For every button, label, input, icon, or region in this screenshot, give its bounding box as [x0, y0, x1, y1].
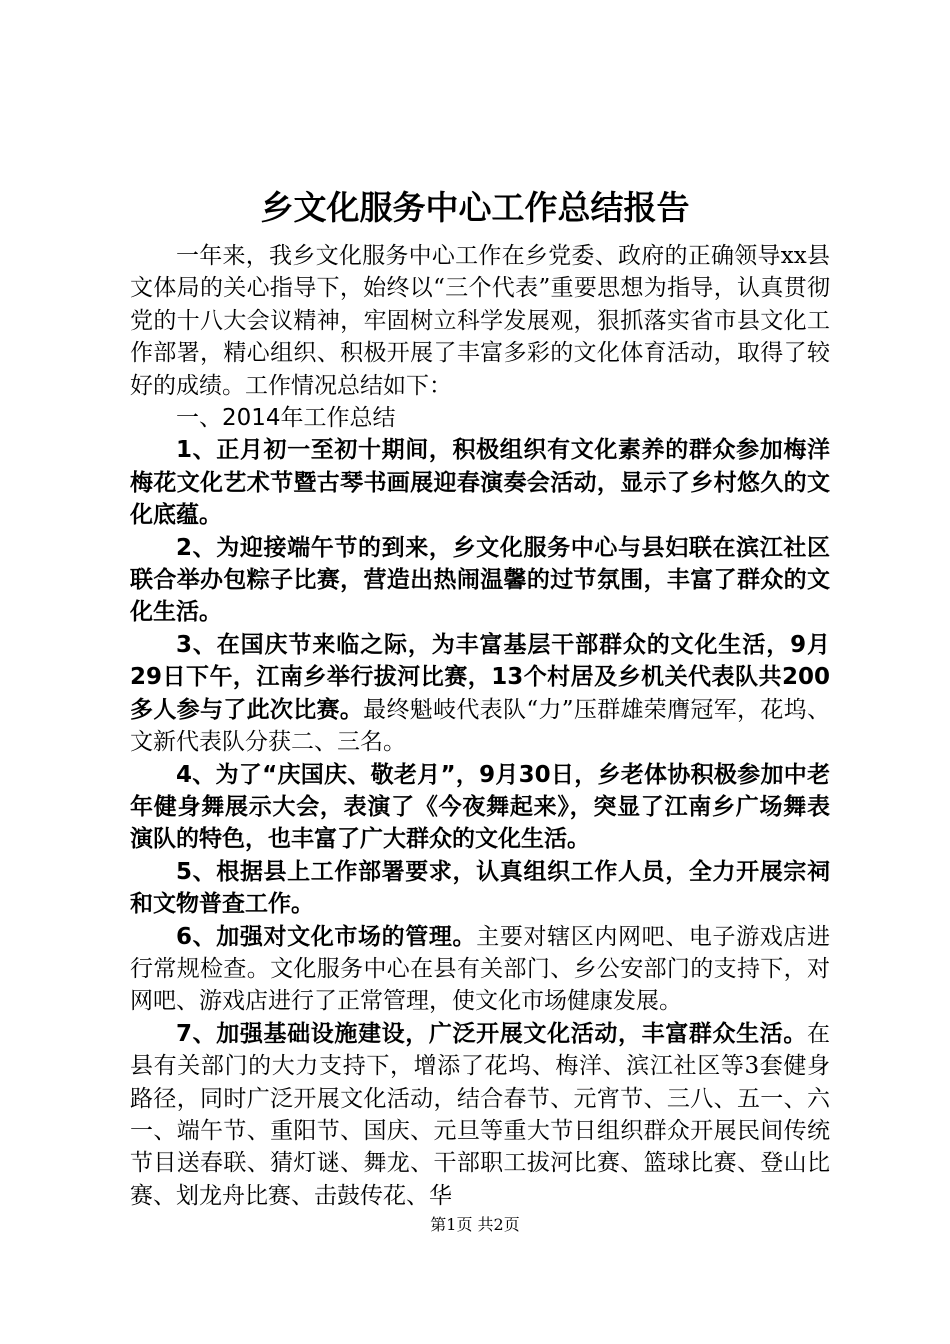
item-paragraph-5 — [130, 856, 830, 921]
item-lead: 5、根据县上工作部署要求，认真组织工作人员，全力开展宗祠和文物普查工作。 — [130, 858, 830, 918]
item-paragraph-6 — [130, 921, 830, 1018]
item-paragraph-2 — [130, 532, 830, 629]
item-lead: 2、为迎接端午节的到来，乡文化服务中心与县妇联在滨江社区联合举办包粽子比赛，营造出热闹温馨的过节氛围，丰富了群众的文化生活。 — [130, 534, 830, 626]
item-rest: 主要对辖区内网吧、电子游戏店进行常规检查。文化服务中心在县有关部门、乡公安部门的支持下，对网吧、游戏店进行了正常管理，使文化市场健康发展。 — [130, 923, 830, 1015]
item-lead: 4、为了“庆国庆、敬老月”，9月30日，乡老体协积极参加中老年健身舞展示大会，表演了《今夜舞起来》，突显了江南乡广场舞表演队的特色，也丰富了广大群众的文化生活。 — [130, 761, 830, 853]
item-paragraph-3 — [130, 629, 830, 759]
item-lead: 3、在国庆节来临之际，为丰富基层干部群众的文化生活，9月29日下午，江南乡举行拔河比赛，13个村居及乡机关代表队共200多人参与了此次比赛。 — [130, 631, 830, 723]
document-title: 乡文化服务中心工作总结报告 — [260, 188, 690, 227]
document-body — [130, 240, 830, 1212]
item-paragraph-1 — [130, 434, 830, 531]
intro-paragraph: 一年来，我乡文化服务中心工作在乡党委、政府的正确领导xx县文体局的关心指导下，始终以“三个代表”重要思想为指导，认真贯彻党的十八大会议精神，牢固树立科学发展观，狠抓落实省市县文化工作部署，精心组织、积极开展了丰富多彩的文化体育活动，取得了较好的成绩。工作情况总结如下： — [130, 243, 830, 399]
item-rest: 最终魁岐代表队“力”压群雄荣膺冠军，花坞、文新代表队分获二、三名。 — [130, 696, 830, 756]
item-lead: 1、正月初一至初十期间，积极组织有文化素养的群众参加梅洋梅花文化艺术节暨古琴书画展迎春演奏会活动，显示了乡村悠久的文化底蕴。 — [130, 437, 830, 529]
section-heading: 一、2014年工作总结 — [176, 405, 396, 432]
item-lead: 6、加强对文化市场的管理。 — [176, 923, 477, 950]
item-lead: 7、加强基础设施建设，广泛开展文化活动，丰富群众生活。 — [176, 1020, 807, 1047]
page-number-footer: 第1页 共2页 — [430, 1215, 520, 1234]
item-paragraph-7 — [130, 1018, 830, 1212]
item-paragraph-4 — [130, 759, 830, 856]
item-rest: 在县有关部门的大力支持下，增添了花坞、梅洋、滨江社区等3套健身路径，同时广泛开展文化活动，结合春节、元宵节、三八、五一、六一、端午节、重阳节、国庆、元旦等重大节日组织群众开展民间传统节目送春联、猜灯谜、舞龙、干部职工拔河比赛、篮球比赛、登山比赛、划龙舟比赛、击鼓传花、华 — [130, 1020, 830, 1209]
